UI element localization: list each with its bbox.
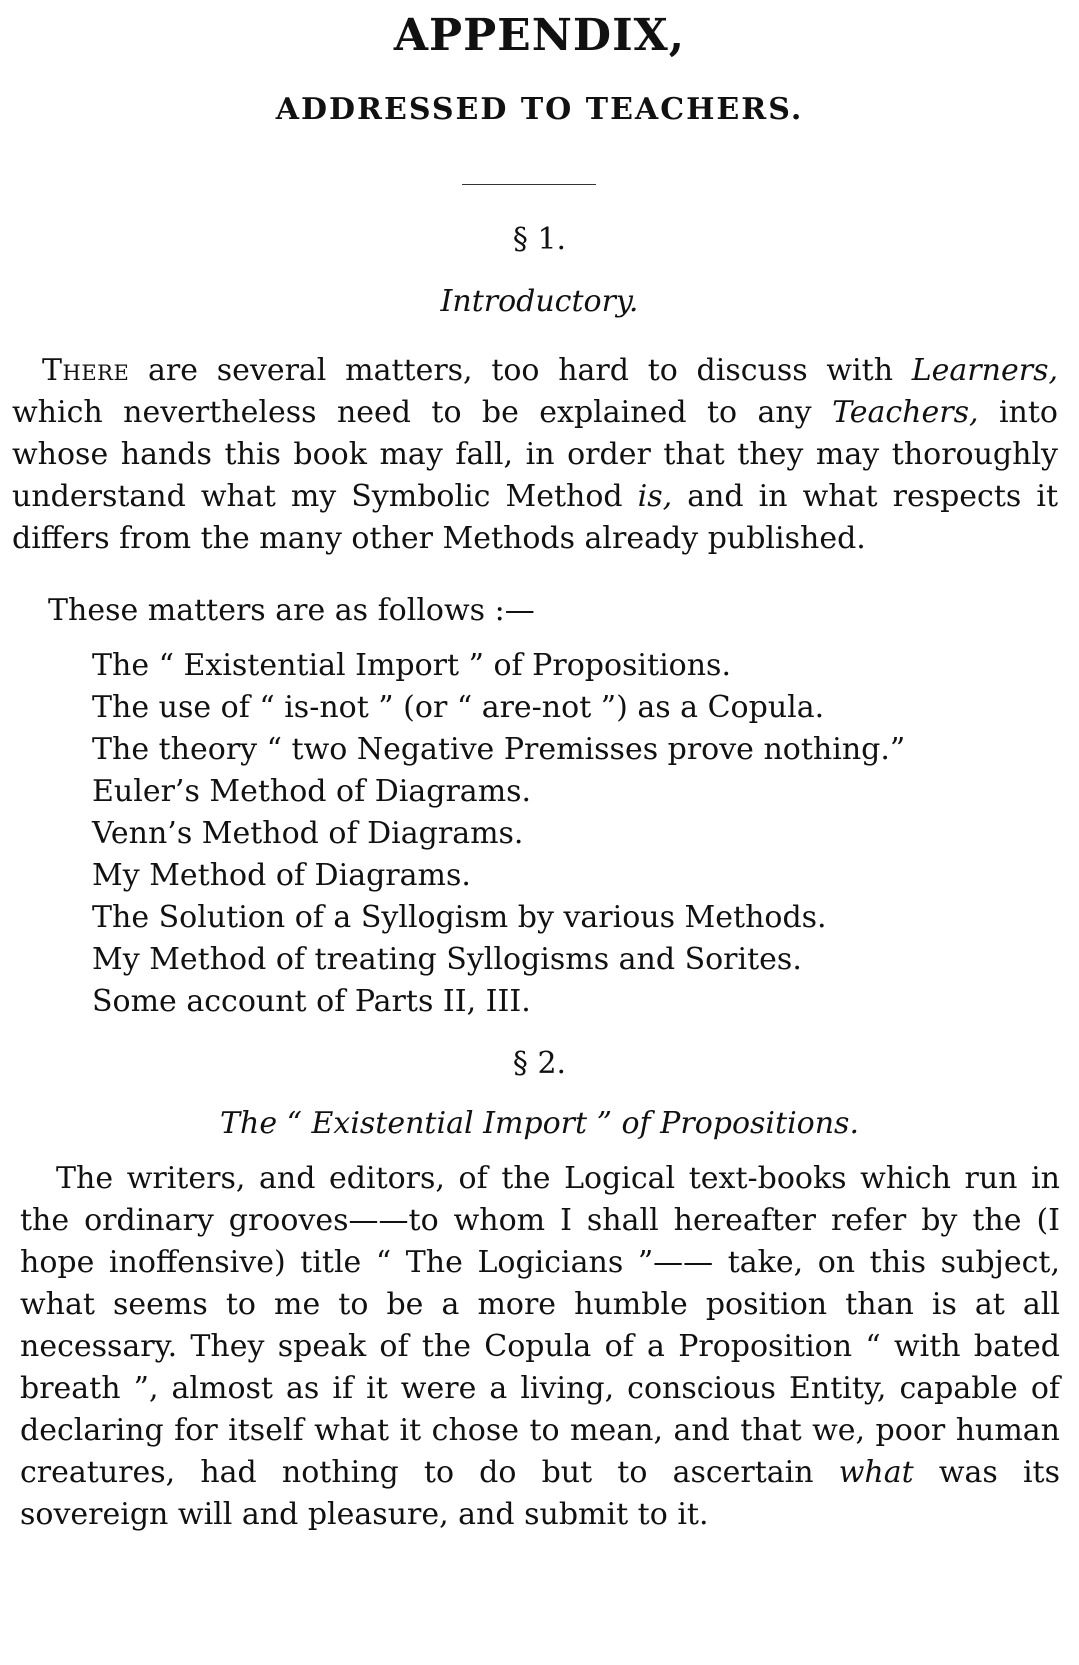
matters-intro: These matters are as follows :— bbox=[48, 593, 535, 628]
emphasis-is: is, bbox=[637, 479, 673, 514]
list-item: The Solution of a Syllogism by various Methods. bbox=[92, 900, 827, 935]
emphasis-what: what bbox=[838, 1455, 914, 1490]
section-1-paragraph bbox=[12, 350, 1058, 560]
appendix-title: APPENDIX, bbox=[393, 10, 686, 61]
list-item: Euler’s Method of Diagrams. bbox=[92, 774, 532, 809]
divider-rule bbox=[462, 184, 596, 185]
list-item: The use of “ is-not ” (or “ are-not ”) as a Copula. bbox=[92, 690, 825, 725]
section-1-mark: § 1. bbox=[512, 222, 567, 257]
list-item: Some account of Parts II, III. bbox=[92, 984, 531, 1019]
list-item: The “ Existential Import ” of Propositions. bbox=[92, 648, 731, 683]
emphasis-teachers: Teachers, bbox=[832, 395, 979, 430]
list-item: The theory “ two Negative Premisses prove nothing.” bbox=[92, 732, 906, 767]
list-item: My Method of treating Syllogisms and Sorites. bbox=[92, 942, 802, 977]
section-2-mark: § 2. bbox=[512, 1046, 567, 1081]
section-1-heading: Introductory. bbox=[440, 284, 639, 319]
list-item: Venn’s Method of Diagrams. bbox=[92, 816, 524, 851]
text-run: was its sovereign will and pleasure, and submit to it. bbox=[20, 1455, 1060, 1532]
matters-list bbox=[92, 645, 1052, 1023]
drop-word: There bbox=[42, 353, 130, 388]
appendix-subtitle: ADDRESSED TO TEACHERS. bbox=[275, 92, 804, 127]
text-run: are several matters, too hard to discuss with bbox=[129, 353, 912, 388]
text-run: which nevertheless need to be explained to any bbox=[12, 395, 833, 430]
text-run: and in what respects it differs from the many other Methods already published. bbox=[12, 479, 1058, 556]
text-run: The writers, and editors, of the Logical text-books which run in the ordinary grooves——to whom I shall hereafter refer by the (I hope inoffensive) title “ The Logicians ”—— take, on this subject, what seems to me to be a more humble position than is at all necessary. They speak of the Copula of a Proposition “ with bated breath ”, almost as if it were a living, conscious Entity, capable of declaring for itself what it chose to mean, and that we, poor human creatures, had nothing to do but to ascertain bbox=[20, 1161, 1060, 1490]
text-run: into whose hands this book may fall, in order that they may thoroughly understand what my Symbolic Method bbox=[12, 395, 1058, 514]
emphasis-learners: Learners, bbox=[911, 353, 1058, 388]
section-2-heading: The “ Existential Import ” of Propositions. bbox=[220, 1106, 859, 1141]
list-item: My Method of Diagrams. bbox=[92, 858, 471, 893]
section-2-paragraph bbox=[20, 1158, 1060, 1536]
